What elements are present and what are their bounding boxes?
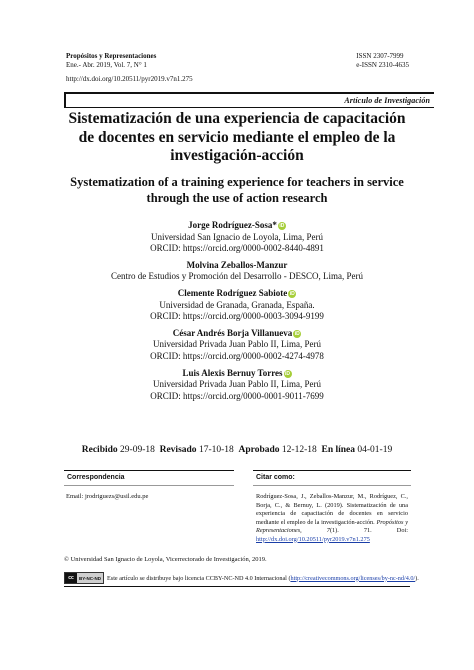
author-name: César Andrés Borja Villanueva [172,327,293,338]
orcid-icon[interactable]: iD [279,223,285,229]
revised-label: Revisado [159,445,197,455]
author-affiliation: Universidad Privada Juan Pablo II, Lima, Perú [153,379,321,390]
header-left [66,52,193,84]
title-english: Systematization of a training experience for teachers in service through the use of action research [70,175,404,205]
citation-heading: Citar como: [253,470,411,486]
online-date: 04-01-19 [357,445,393,455]
section-label: Artículo de Investigación [344,96,430,105]
author-name: Molvina Zeballos-Manzur [186,259,288,270]
issue-info: Ene.- Abr. 2019, Vol. 7, N° 1 [66,61,147,70]
citation-pages: (1). 71. Doi: [329,527,408,534]
header-right [356,52,409,71]
cc-badge-text: BY-NC-ND [79,575,101,581]
author-affiliation: Universidad Privada Juan Pablo II, Lima, Perú [153,339,321,350]
cc-logo: cc [65,573,77,583]
author-affiliation: Universidad San Ignacio de Loyola, Lima, Perú [151,231,323,242]
author-list [64,220,410,407]
citation-doi-link[interactable]: http://dx.doi.org/10.20511/pyr2019.v7n1.275 [256,535,370,543]
license-row [64,572,419,584]
author-affiliation: Centro de Estudios y Promoción del Desarrollo - DESCO, Lima, Perú [111,271,363,282]
author-affiliation: Universidad de Granada, Granada, España. [159,299,315,310]
author-name: Luis Alexis Bernuy Torres [182,367,283,378]
author-block [64,220,410,255]
citation-text [256,493,408,544]
citation-body: Rodríguez-Sosa, J., Zeballos-Manzur, M., Rodríguez, C., Borja, C., & Bernuy, L. (2019). Sistematización de una experiencia de capacitación de docentes en servicio mediante el empleo de la investigación-acción. [256,493,408,526]
cc-license-icon[interactable] [64,572,104,584]
author-name: Jorge Rodríguez-Sosa* [188,220,277,230]
license-close: ). [415,574,419,582]
revised-date: 17-10-18 [198,445,234,455]
author-block [64,288,410,323]
orcid-icon[interactable]: iD [289,290,295,297]
publication-dates [64,445,410,455]
license-text: Este artículo se distribuye bajo licencia CCBY-NC-ND 4.0 Internacional ( [107,574,291,582]
orcid-icon[interactable]: iD [294,330,300,337]
online-label: En línea [321,445,356,455]
eissn: e-ISSN 2310-4635 [356,61,409,70]
doi-link[interactable]: http://dx.doi.org/10.20511/pyr2019.v7n1.275 [66,74,193,83]
issn: ISSN 2307-7999 [356,52,404,60]
author-name: Clemente Rodríguez Sabiote [177,287,288,298]
author-orcid[interactable]: ORCID: https://orcid.org/0000-0002-8440-4891 [150,243,324,254]
copyright-notice: © Universidad San Ignacio de Loyola, Vicerrectorado de Investigación, 2019. [64,556,267,563]
author-block [64,328,410,363]
received-date: 29-09-18 [120,445,155,455]
author-block [64,368,410,403]
citation-journal: Propósitos y Representaciones, 7 [256,518,408,534]
section-banner [64,92,434,108]
footer-divider [64,586,410,587]
license-link[interactable]: http://creativecommons.org/licenses/by-nc-nd/4.0/ [290,574,416,582]
received-label: Recibido [81,445,118,455]
author-block [64,260,410,283]
title-spanish: Sistematización de una experiencia de capacitación de docentes en servicio mediante el empleo de la investigación-acción [68,110,406,164]
journal-name: Propósitos y Representaciones [66,52,157,60]
approved-label: Aprobado [238,445,280,455]
approved-date: 12-12-18 [281,445,317,455]
author-orcid[interactable]: ORCID: https://orcid.org/0000-0002-4274-4978 [150,350,324,361]
correspondence-email[interactable]: Email: jrodriguezs@usil.edu.pe [66,493,149,500]
author-orcid[interactable]: ORCID: https://orcid.org/0000-0003-3094-9199 [150,311,324,322]
orcid-icon[interactable]: iD [285,370,291,377]
author-orcid[interactable]: ORCID: https://orcid.org/0000-0001-9011-7699 [150,390,324,401]
correspondence-heading: Correspondencia [64,470,234,486]
